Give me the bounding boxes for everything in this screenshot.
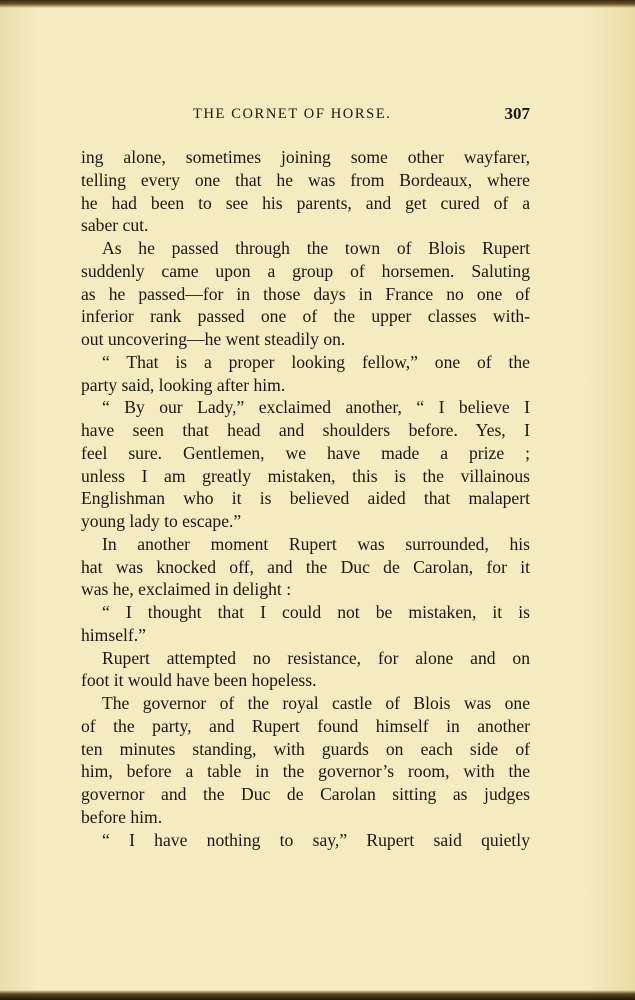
text-line: Englishman who it is believed aided that malapert bbox=[81, 488, 530, 509]
text-line: governor and the Duc de Carolan sitting as judges bbox=[81, 784, 530, 804]
text-line: himself.” bbox=[81, 624, 146, 645]
text-line: “ By our Lady,” exclaimed another, “ I believe I bbox=[102, 397, 530, 418]
page-top-edge bbox=[0, 0, 635, 8]
text-line: before him. bbox=[81, 806, 163, 827]
text-line: have seen that head and shoulders before. Yes, I bbox=[81, 420, 530, 440]
text-line: “ That is a proper looking fellow,” one of the bbox=[102, 351, 530, 372]
text-line: out uncovering—he went steadily on. bbox=[81, 329, 346, 349]
text-line: young lady to escape.” bbox=[81, 511, 242, 531]
text-line: he had been to see his parents, and get cured of a bbox=[81, 192, 530, 213]
page-header bbox=[80, 106, 532, 128]
text-line: The governor of the royal castle of Blois was one bbox=[102, 693, 530, 713]
text-line: saber cut. bbox=[81, 215, 149, 236]
text-line: telling every one that he was from Bordeaux, where bbox=[81, 169, 530, 190]
text-line: “ I have nothing to say,” Rupert said quietly bbox=[102, 829, 530, 850]
text-line: party said, looking after him. bbox=[81, 374, 286, 395]
text-line: unless I am greatly mistaken, this is the villainous bbox=[81, 465, 530, 486]
text-line: hat was knocked off, and the Duc de Carolan, for it bbox=[81, 556, 530, 577]
text-line: ing alone, sometimes joining some other wayfarer, bbox=[81, 147, 530, 167]
page-bottom-edge bbox=[0, 990, 635, 1000]
text-line: was he, exclaimed in delight : bbox=[81, 579, 292, 600]
text-line: “ I thought that I could not be mistaken, it is bbox=[102, 602, 530, 622]
page-number: 307 bbox=[504, 104, 530, 123]
text-line: In another moment Rupert was surrounded, his bbox=[102, 533, 530, 554]
text-line: of the party, and Rupert found himself in another bbox=[81, 715, 530, 736]
text-line: As he passed through the town of Blois Rupert bbox=[102, 238, 530, 258]
text-line: ten minutes standing, with guards on each side of bbox=[81, 738, 530, 759]
text-line: him, before a table in the governor’s room, with the bbox=[81, 761, 530, 782]
text-line: Rupert attempted no resistance, for alone and on bbox=[102, 647, 530, 668]
text-line: inferior rank passed one of the upper classes with- bbox=[81, 306, 530, 327]
text-line: suddenly came upon a group of horsemen. Saluting bbox=[81, 260, 530, 281]
body-text bbox=[81, 146, 530, 851]
text-line: feel sure. Gentlemen, we have made a prize ; bbox=[81, 442, 530, 463]
text-line: as he passed—for in those days in France no one of bbox=[81, 283, 530, 304]
running-title: THE CORNET OF HORSE. bbox=[193, 106, 392, 122]
text-line: foot it would have been hopeless. bbox=[81, 670, 317, 691]
